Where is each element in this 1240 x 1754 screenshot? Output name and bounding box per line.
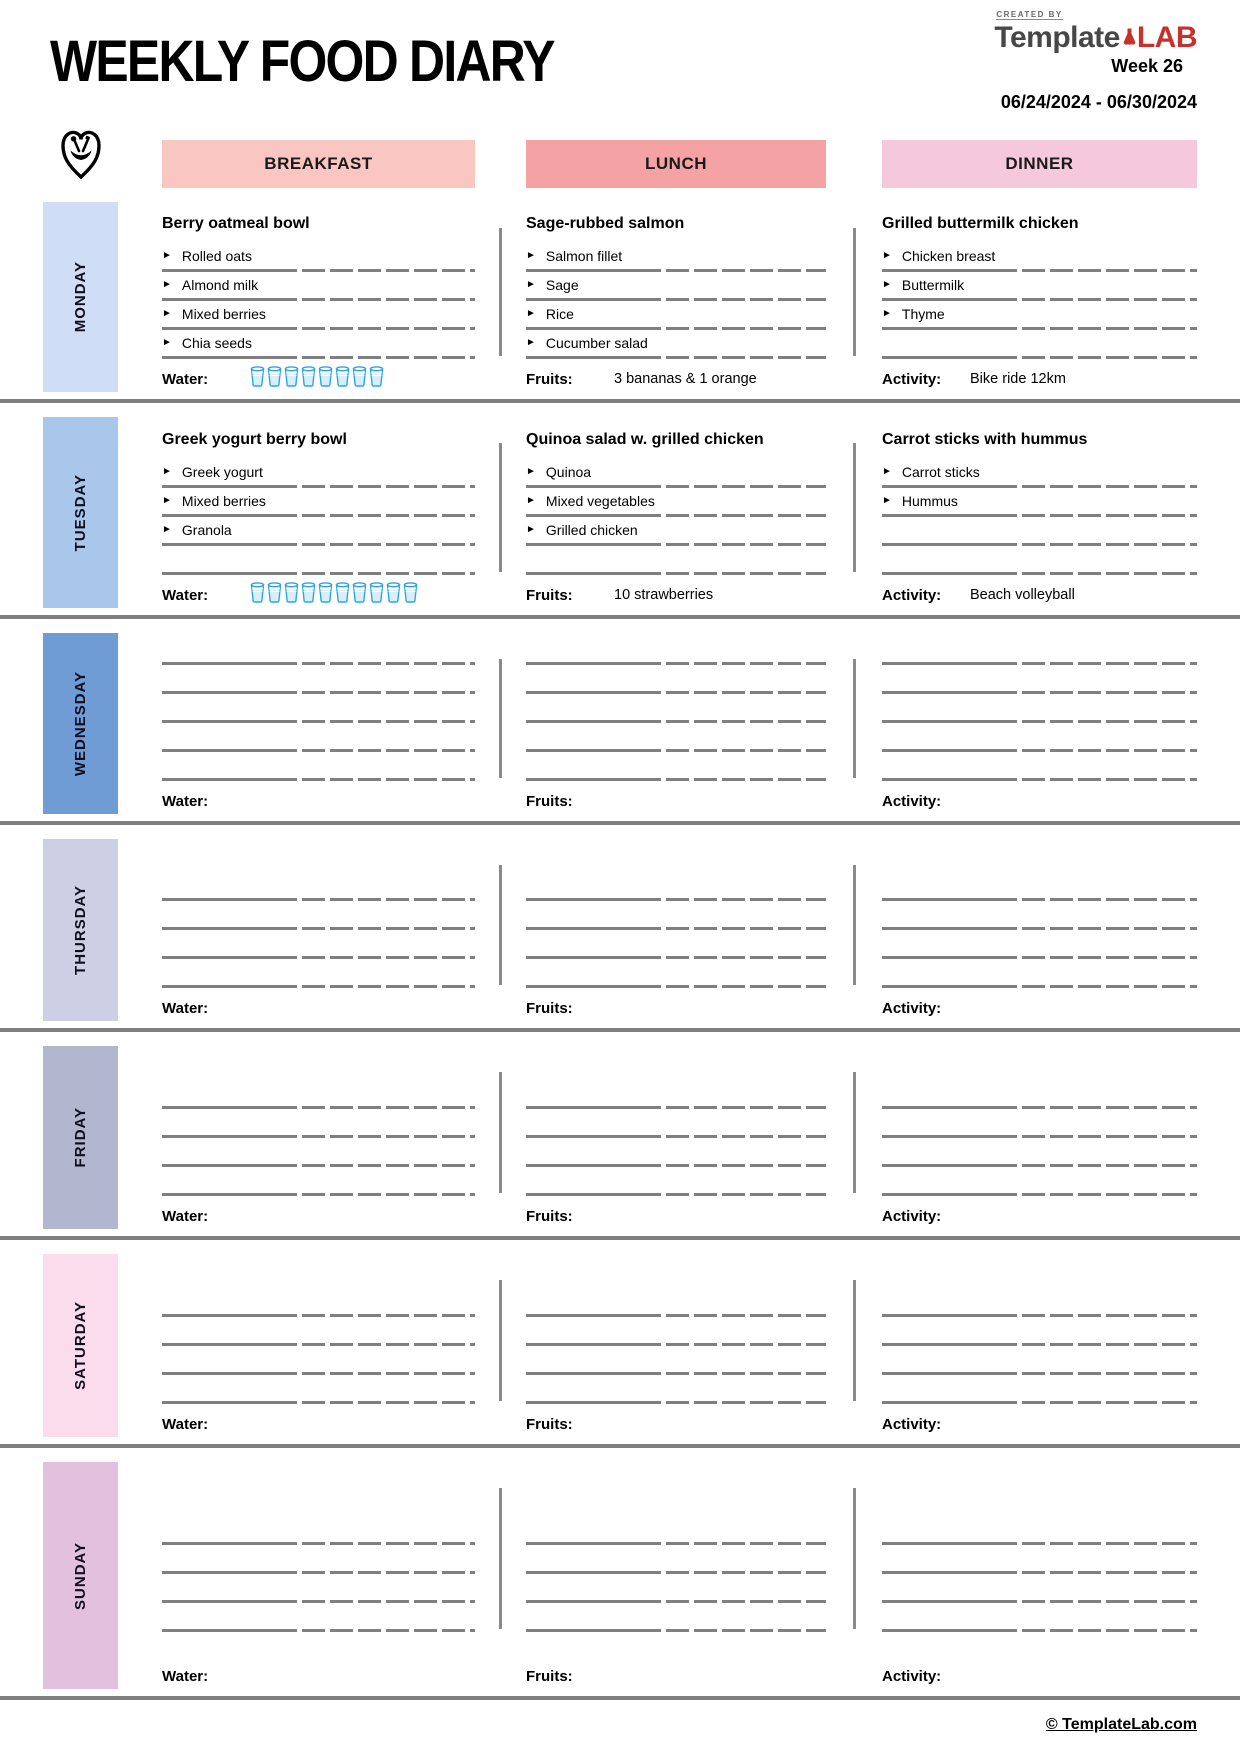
logo-text-primary: Template [994, 21, 1120, 54]
water-label: Water: [162, 792, 209, 810]
daily-stats-row [162, 1404, 1197, 1444]
lunch-cell [526, 629, 826, 781]
day-tab-monday [43, 202, 118, 392]
meal-title: Greek yogurt berry bowl [162, 431, 347, 448]
write-line [162, 1080, 475, 1109]
right-pointer-bullet-icon: ► [526, 279, 536, 290]
day-tab-thursday [43, 839, 118, 1021]
day-tab-label: FRIDAY [72, 1107, 89, 1168]
column-divider [853, 659, 856, 778]
right-pointer-bullet-icon: ► [526, 308, 536, 319]
write-line [162, 1574, 475, 1603]
daily-stats-row [162, 781, 1197, 821]
activity-stat [882, 1668, 1197, 1685]
write-line [162, 959, 475, 988]
write-line [882, 723, 1197, 752]
right-pointer-bullet-icon: ► [162, 337, 172, 348]
water-glass-icon [369, 366, 384, 392]
logo-text-accent: LAB [1136, 21, 1197, 54]
day-row-friday [0, 1032, 1240, 1240]
meal-item: Rice [545, 305, 574, 322]
write-line [882, 752, 1197, 781]
write-line [162, 872, 475, 901]
fruits-label: Fruits: [526, 586, 573, 604]
meal-item: Chia seeds [181, 334, 252, 351]
week-number: Week 26 [1111, 56, 1183, 76]
meal-item: Hummus [901, 492, 958, 509]
lunch-cell [526, 1042, 826, 1196]
write-line [526, 959, 826, 988]
write-line [526, 901, 826, 930]
activity-stat [882, 1416, 1197, 1433]
activity-stat [882, 1208, 1197, 1225]
write-line [882, 1167, 1197, 1196]
fruits-stat [526, 1208, 826, 1225]
fruits-label: Fruits: [526, 792, 573, 810]
activity-stat [882, 587, 1197, 604]
breakfast-cell [162, 629, 475, 781]
right-pointer-bullet-icon: ► [162, 250, 172, 261]
day-content [162, 1032, 1197, 1236]
write-line [162, 517, 475, 546]
write-line [882, 694, 1197, 723]
write-line [882, 517, 1197, 546]
right-pointer-bullet-icon: ► [526, 524, 536, 535]
water-label: Water: [162, 370, 209, 388]
water-glass-icon [369, 582, 384, 608]
write-line [526, 694, 826, 723]
fruits-value: 10 strawberries [614, 587, 714, 603]
water-stat [162, 1208, 475, 1225]
day-tab-wednesday [43, 633, 118, 814]
day-content [162, 619, 1197, 821]
meal-item: Carrot sticks [901, 463, 980, 480]
templatelab-logo [994, 4, 1197, 53]
page-title: WEEKLY FOOD DIARY [50, 29, 554, 94]
day-row-monday [0, 188, 1240, 403]
meal-header-row [162, 140, 1197, 188]
write-line [526, 1317, 826, 1346]
write-line [882, 1288, 1197, 1317]
right-pointer-bullet-icon: ► [882, 250, 892, 261]
water-label: Water: [162, 1667, 209, 1685]
write-line [526, 488, 826, 517]
meal-item: Salmon fillet [545, 247, 623, 264]
meal-item: Cucumber salad [545, 334, 648, 351]
dinner-cell [882, 413, 1197, 575]
write-line [882, 901, 1197, 930]
meal-item: Grilled chicken [545, 521, 638, 538]
write-line [162, 665, 475, 694]
write-line [882, 243, 1197, 272]
dinner-cell [882, 1250, 1197, 1404]
water-glass-icon [352, 582, 367, 608]
fruits-label: Fruits: [526, 1667, 573, 1685]
flask-icon [1123, 22, 1136, 52]
column-divider [853, 228, 856, 356]
lunch-cell [526, 198, 826, 359]
daily-stats-row [162, 359, 1197, 399]
write-line [882, 1109, 1197, 1138]
water-glass-icon [335, 582, 350, 608]
water-glasses [250, 366, 384, 392]
write-line [882, 1545, 1197, 1574]
write-line [526, 1516, 826, 1545]
fruits-stat [526, 587, 826, 604]
right-pointer-bullet-icon: ► [162, 495, 172, 506]
right-pointer-bullet-icon: ► [882, 495, 892, 506]
breakfast-cell [162, 1250, 475, 1404]
day-tab-label: SATURDAY [72, 1301, 89, 1390]
activity-label: Activity: [882, 370, 942, 388]
day-tab-label: TUESDAY [72, 473, 89, 552]
meal-item: Sage [545, 276, 579, 293]
day-tab-label: THURSDAY [72, 885, 89, 975]
activity-label: Activity: [882, 1415, 942, 1433]
fruits-value: 3 bananas & 1 orange [614, 371, 757, 387]
brand-block [994, 4, 1197, 113]
water-stat [162, 582, 475, 608]
write-line [162, 1375, 475, 1404]
meals-grid [162, 835, 1197, 988]
water-label: Water: [162, 1207, 209, 1225]
write-line [882, 1603, 1197, 1632]
column-divider [853, 1280, 856, 1401]
write-line [162, 488, 475, 517]
write-line [526, 1375, 826, 1404]
write-line [882, 636, 1197, 665]
water-glass-icon [301, 582, 316, 608]
write-line [526, 243, 826, 272]
page-header [0, 0, 1240, 140]
lunch-cell [526, 1250, 826, 1404]
dinner-cell [882, 1042, 1197, 1196]
fruits-stat [526, 793, 826, 810]
water-glass-icon [267, 582, 282, 608]
write-line [526, 1138, 826, 1167]
meal-item: Thyme [901, 305, 945, 322]
write-line [526, 872, 826, 901]
write-line [162, 459, 475, 488]
column-divider [499, 1072, 502, 1193]
write-line [162, 1109, 475, 1138]
column-divider [499, 659, 502, 778]
lunch-cell [526, 413, 826, 575]
column-divider [499, 1488, 502, 1629]
water-stat [162, 1416, 475, 1433]
lunch-cell [526, 835, 826, 988]
right-pointer-bullet-icon: ► [162, 308, 172, 319]
write-line [162, 636, 475, 665]
water-label: Water: [162, 999, 209, 1017]
water-glass-icon [403, 582, 418, 608]
write-line [526, 1346, 826, 1375]
day-row-wednesday [0, 619, 1240, 825]
day-content [162, 1240, 1197, 1444]
write-line [162, 1545, 475, 1574]
column-divider [499, 228, 502, 356]
write-line [526, 752, 826, 781]
write-line [526, 665, 826, 694]
activity-label: Activity: [882, 792, 942, 810]
day-tab-friday [43, 1046, 118, 1229]
water-glasses [250, 582, 418, 608]
breakfast-cell [162, 413, 475, 575]
daily-stats-row [162, 1196, 1197, 1236]
dinner-cell [882, 1458, 1197, 1632]
column-divider [853, 865, 856, 985]
write-line [882, 930, 1197, 959]
meal-title: Carrot sticks with hummus [882, 431, 1088, 448]
fruits-label: Fruits: [526, 1415, 573, 1433]
write-line [882, 872, 1197, 901]
activity-label: Activity: [882, 999, 942, 1017]
day-tab-sunday [43, 1462, 118, 1689]
column-divider [499, 865, 502, 985]
water-glass-icon [352, 366, 367, 392]
breakfast-header: BREAKFAST [162, 140, 475, 188]
fruits-label: Fruits: [526, 370, 573, 388]
water-stat [162, 1000, 475, 1017]
activity-label: Activity: [882, 1667, 942, 1685]
write-line [882, 1516, 1197, 1545]
day-content [162, 403, 1197, 615]
write-line [162, 272, 475, 301]
write-line [526, 1167, 826, 1196]
right-pointer-bullet-icon: ► [162, 466, 172, 477]
meal-title: Sage-rubbed salmon [526, 215, 685, 232]
write-line [882, 959, 1197, 988]
fruits-label: Fruits: [526, 1207, 573, 1225]
meals-grid [162, 1250, 1197, 1404]
right-pointer-bullet-icon: ► [526, 337, 536, 348]
write-line [526, 636, 826, 665]
water-stat [162, 793, 475, 810]
water-glass-icon [267, 366, 282, 392]
meal-item: Rolled oats [181, 247, 252, 264]
fruits-label: Fruits: [526, 999, 573, 1017]
write-line [162, 752, 475, 781]
meal-title: Grilled buttermilk chicken [882, 215, 1079, 232]
daily-stats-row [162, 988, 1197, 1028]
write-line [162, 546, 475, 575]
column-divider [853, 1488, 856, 1629]
write-line [162, 901, 475, 930]
activity-stat [882, 1000, 1197, 1017]
right-pointer-bullet-icon: ► [882, 308, 892, 319]
write-line [162, 1346, 475, 1375]
write-line [882, 665, 1197, 694]
write-line [882, 272, 1197, 301]
write-line [526, 1545, 826, 1574]
column-divider [853, 443, 856, 572]
lunch-cell [526, 1458, 826, 1632]
meal-item: Buttermilk [901, 276, 965, 293]
water-label: Water: [162, 1415, 209, 1433]
water-glass-icon [284, 582, 299, 608]
write-line [526, 546, 826, 575]
day-tab-label: WEDNESDAY [72, 670, 89, 777]
write-line [882, 1138, 1197, 1167]
write-line [882, 330, 1197, 359]
write-line [162, 330, 475, 359]
activity-label: Activity: [882, 1207, 942, 1225]
right-pointer-bullet-icon: ► [882, 466, 892, 477]
meal-title: Berry oatmeal bowl [162, 215, 310, 232]
dinner-cell [882, 835, 1197, 988]
water-glass-icon [318, 366, 333, 392]
water-glass-icon [335, 366, 350, 392]
breakfast-cell [162, 198, 475, 359]
dinner-cell [882, 629, 1197, 781]
write-line [882, 1317, 1197, 1346]
fruits-stat [526, 1668, 826, 1685]
meals-grid [162, 1458, 1197, 1632]
meals-grid [162, 629, 1197, 781]
heart-with-utensils-icon [60, 126, 102, 182]
write-line [526, 1109, 826, 1138]
water-glass-icon [301, 366, 316, 392]
meal-item: Mixed berries [181, 305, 266, 322]
write-line [526, 1574, 826, 1603]
write-line [162, 243, 475, 272]
date-range: 06/24/2024 - 06/30/2024 [1000, 92, 1197, 112]
water-glass-icon [250, 366, 265, 392]
write-line [526, 517, 826, 546]
write-line [162, 1138, 475, 1167]
templatelab-footer-link[interactable]: © TemplateLab.com [1045, 1716, 1197, 1733]
water-glass-icon [318, 582, 333, 608]
day-content [162, 825, 1197, 1028]
meal-item: Mixed vegetables [545, 492, 655, 509]
daily-stats-row [162, 575, 1197, 615]
day-tab-label: MONDAY [72, 261, 89, 333]
write-line [162, 1167, 475, 1196]
write-line [162, 723, 475, 752]
water-stat [162, 1668, 475, 1685]
page-footer [0, 1716, 1240, 1734]
write-line [162, 301, 475, 330]
write-line [526, 930, 826, 959]
day-content [162, 1448, 1197, 1696]
write-line [882, 1574, 1197, 1603]
column-divider [853, 1072, 856, 1193]
day-tab-tuesday [43, 417, 118, 608]
activity-label: Activity: [882, 586, 942, 604]
activity-stat [882, 371, 1197, 388]
water-glass-icon [284, 366, 299, 392]
activity-value: Bike ride 12km [970, 371, 1066, 387]
meal-item: Granola [181, 521, 232, 538]
write-line [162, 1603, 475, 1632]
day-tab-saturday [43, 1254, 118, 1437]
day-row-thursday [0, 825, 1240, 1032]
water-glass-icon [386, 582, 401, 608]
breakfast-cell [162, 1042, 475, 1196]
meals-grid [162, 198, 1197, 359]
write-line [882, 459, 1197, 488]
created-by-label: CREATED BY [996, 10, 1063, 19]
write-line [526, 1603, 826, 1632]
activity-stat [882, 793, 1197, 810]
write-line [162, 930, 475, 959]
write-line [882, 1346, 1197, 1375]
day-row-sunday [0, 1448, 1240, 1700]
day-row-tuesday [0, 403, 1240, 619]
write-line [526, 301, 826, 330]
daily-stats-row [162, 1656, 1197, 1696]
column-divider [499, 443, 502, 572]
write-line [526, 723, 826, 752]
day-content [162, 188, 1197, 399]
write-line [162, 1516, 475, 1545]
right-pointer-bullet-icon: ► [882, 279, 892, 290]
lunch-header: LUNCH [526, 140, 826, 188]
write-line [526, 272, 826, 301]
meal-title: Quinoa salad w. grilled chicken [526, 431, 764, 448]
fruits-stat [526, 1000, 826, 1017]
write-line [526, 1288, 826, 1317]
right-pointer-bullet-icon: ► [526, 466, 536, 477]
activity-value: Beach volleyball [970, 587, 1075, 603]
write-line [526, 1080, 826, 1109]
write-line [882, 301, 1197, 330]
fruits-stat [526, 1416, 826, 1433]
right-pointer-bullet-icon: ► [162, 279, 172, 290]
water-glass-icon [250, 582, 265, 608]
write-line [882, 488, 1197, 517]
dinner-cell [882, 198, 1197, 359]
write-line [162, 694, 475, 723]
dinner-header: DINNER [882, 140, 1197, 188]
diary-body [0, 188, 1240, 1700]
write-line [526, 330, 826, 359]
meal-item: Almond milk [181, 276, 259, 293]
water-stat [162, 366, 475, 392]
column-divider [499, 1280, 502, 1401]
meal-item: Greek yogurt [181, 463, 263, 480]
write-line [162, 1288, 475, 1317]
right-pointer-bullet-icon: ► [526, 495, 536, 506]
right-pointer-bullet-icon: ► [526, 250, 536, 261]
write-line [526, 459, 826, 488]
water-label: Water: [162, 586, 209, 604]
meal-item: Quinoa [545, 463, 592, 480]
day-tab-label: SUNDAY [72, 1541, 89, 1610]
write-line [162, 1317, 475, 1346]
write-line [882, 546, 1197, 575]
meal-item: Chicken breast [901, 247, 996, 264]
day-row-saturday [0, 1240, 1240, 1448]
write-line [882, 1375, 1197, 1404]
write-line [882, 1080, 1197, 1109]
breakfast-cell [162, 835, 475, 988]
meals-grid [162, 413, 1197, 575]
breakfast-cell [162, 1458, 475, 1632]
meal-item: Mixed berries [181, 492, 266, 509]
right-pointer-bullet-icon: ► [162, 524, 172, 535]
meals-grid [162, 1042, 1197, 1196]
fruits-stat [526, 371, 826, 388]
